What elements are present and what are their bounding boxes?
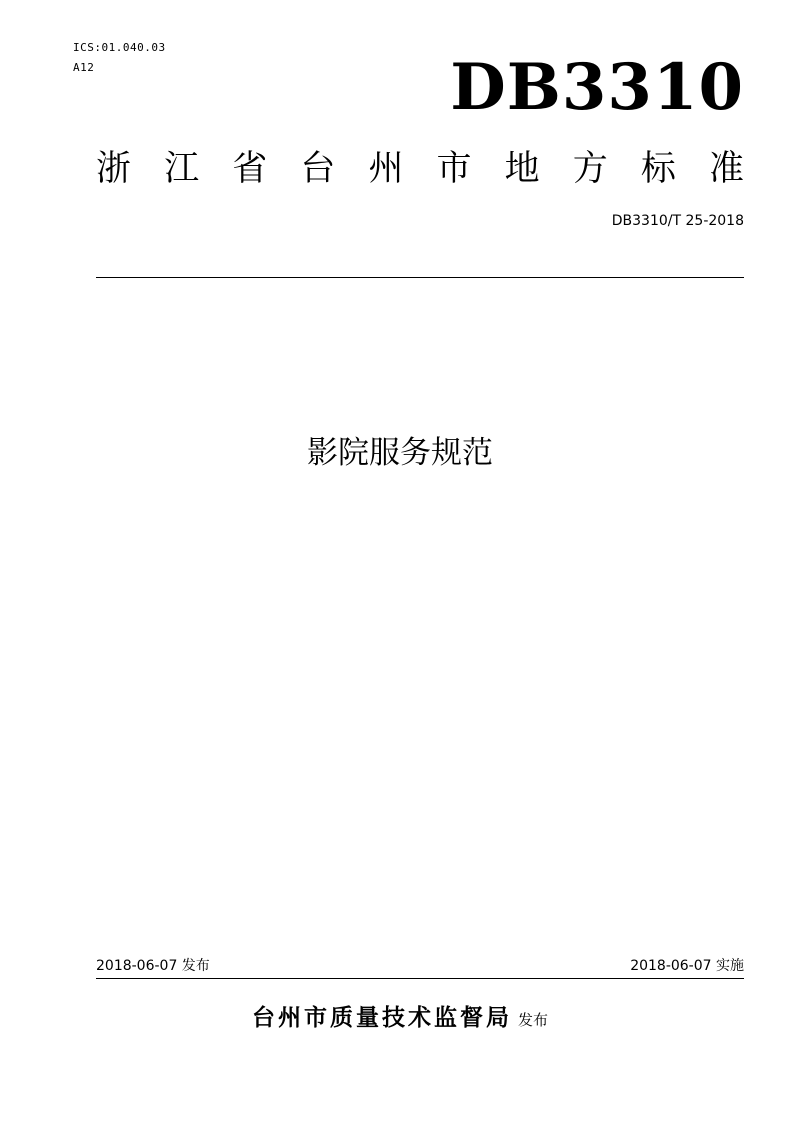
document-title: 影院服务规范 bbox=[307, 435, 493, 471]
standard-type-char: 地 bbox=[504, 149, 540, 189]
issuer-suffix: 发布 bbox=[517, 1011, 548, 1029]
standard-type-char: 方 bbox=[572, 149, 608, 189]
ics-code: ICS:01.040.03 bbox=[73, 41, 166, 54]
standard-type-char: 江 bbox=[164, 149, 200, 189]
standard-type-char: 准 bbox=[708, 149, 744, 189]
issuer-line bbox=[0, 1002, 800, 1036]
footer-divider bbox=[96, 978, 744, 979]
standard-type-char: 省 bbox=[232, 149, 268, 189]
standard-type-char: 台 bbox=[300, 149, 336, 189]
issuer-name: 台州市质量技术监督局 bbox=[251, 1005, 512, 1031]
standard-type-char: 市 bbox=[436, 149, 472, 189]
standard-number: DB3310/T 25-2018 bbox=[611, 213, 744, 229]
classification-code: A12 bbox=[73, 61, 95, 74]
standard-type-heading bbox=[96, 147, 744, 191]
header-divider bbox=[96, 277, 744, 278]
publish-date: 2018-06-07 发布 bbox=[96, 958, 210, 974]
implement-date: 2018-06-07 实施 bbox=[630, 958, 744, 974]
standard-type-char: 州 bbox=[368, 149, 404, 189]
standard-code-logo: DB3310 bbox=[450, 50, 744, 125]
standard-type-char: 标 bbox=[640, 149, 676, 189]
standard-type-char: 浙 bbox=[96, 149, 132, 189]
